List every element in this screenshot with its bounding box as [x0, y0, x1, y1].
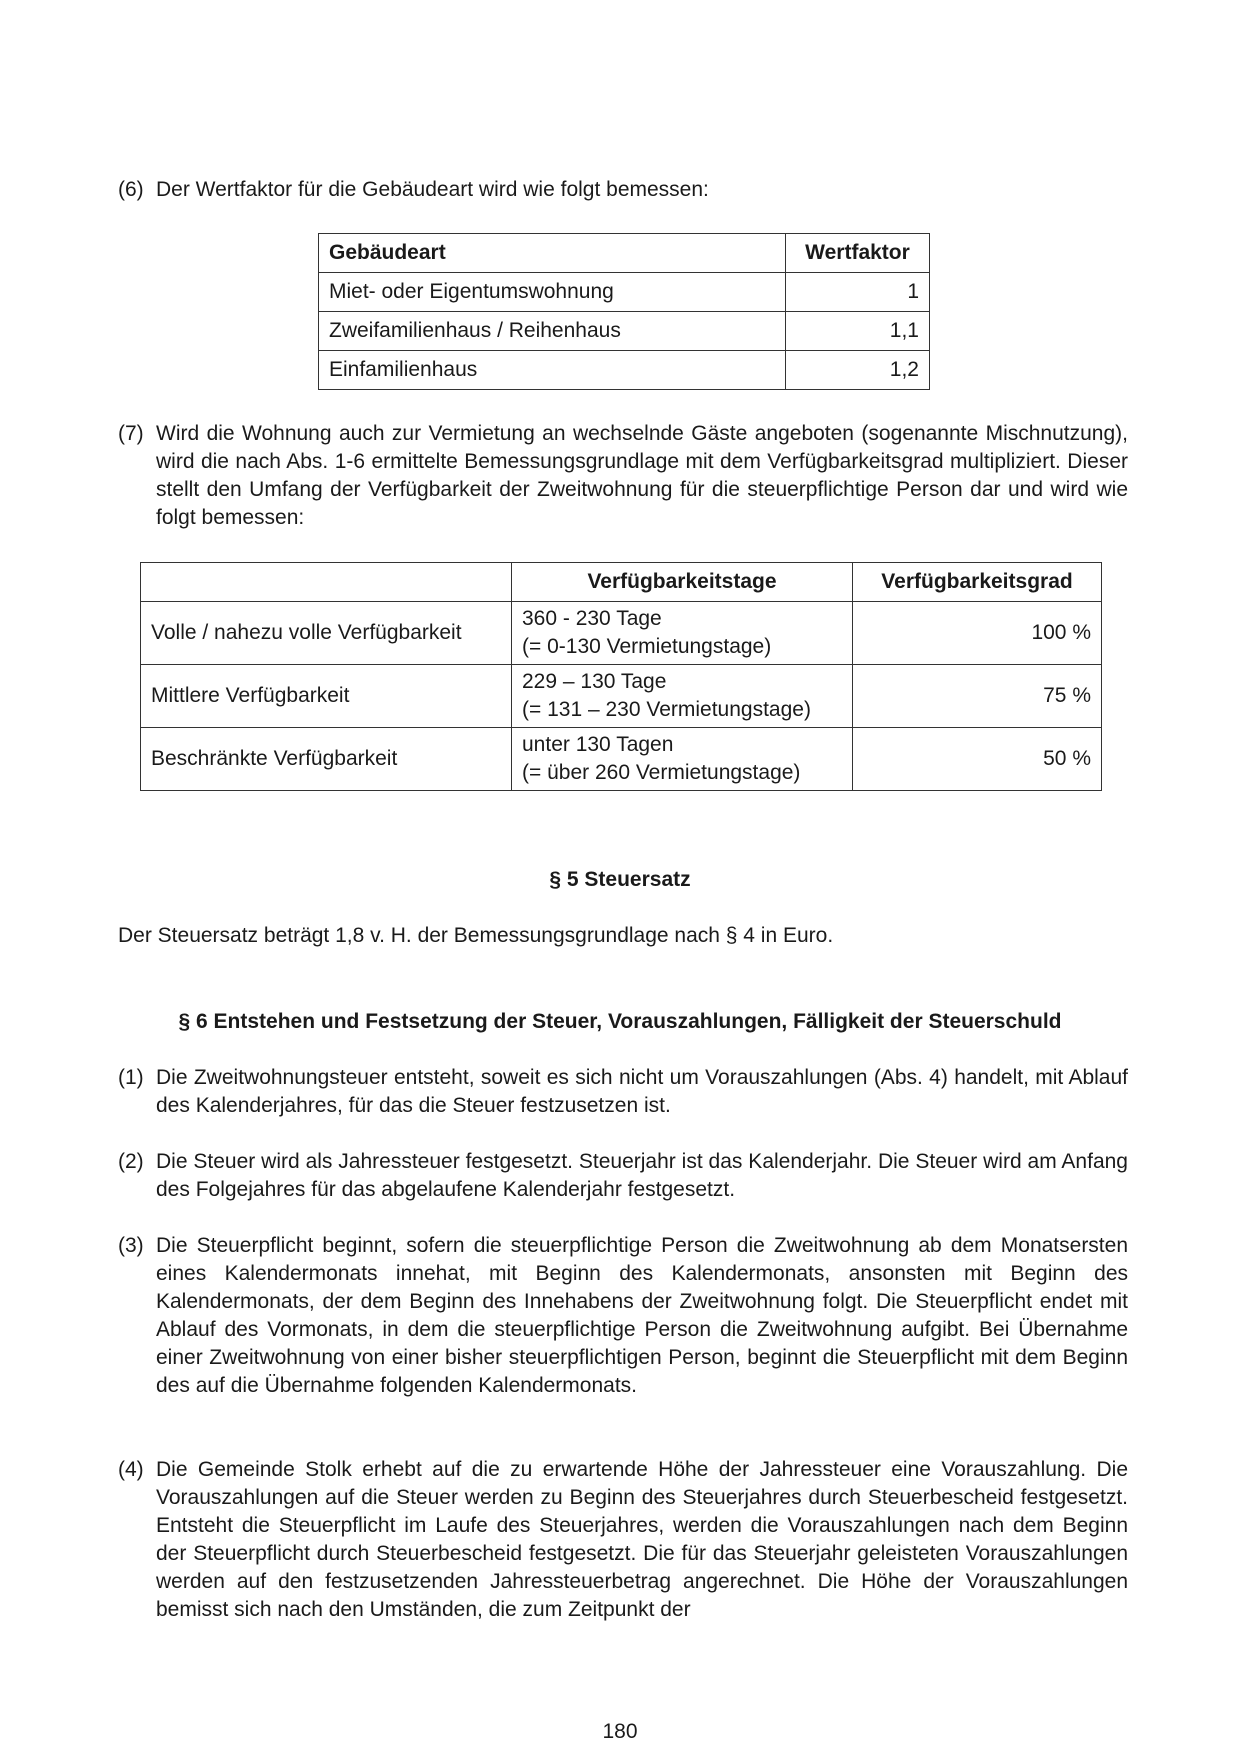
- paragraph-text: Die Steuer wird als Jahressteuer festgesetzt. Steuerjahr ist das Kalenderjahr. Die Steuer wird am Anfang des Folgejahres für das abgelaufene Kalenderjahr festgesetzt.: [156, 1150, 1128, 1201]
- section-6-heading: § 6 Entstehen und Festsetzung der Steuer, Vorauszahlungen, Fälligkeit der Steuerschuld: [178, 1010, 1062, 1033]
- building-type-cell: Miet- oder Eigentumswohnung: [319, 273, 786, 312]
- availability-grade-cell: 100 %: [853, 602, 1102, 665]
- value-factor-cell: 1: [786, 273, 930, 312]
- rental-days: (= 131 – 230 Vermietungstage): [522, 698, 811, 721]
- table-row: [141, 728, 1102, 791]
- table-row: [141, 665, 1102, 728]
- building-type-table: [318, 233, 930, 390]
- paragraph-text: Die Steuerpflicht beginnt, sofern die steuerpflichtige Person die Zweitwohnung ab dem Monatsersten eines Kalendermonats innehat, mit Beginn des Kalendermonats, ansonsten mit Beginn des Kalendermonats, der dem Beginn des Innehabens der Zweitwohnung folgt. Die Steuerpflicht endet mit Ablauf des Vormonats, in dem die steuerpflichtige Person die Zweitwohnung aufgibt. Bei Übernahme einer Zweitwohnung von einer bisher steuerpflichtigen Person, beginnt die Steuerpflicht mit dem Beginn des auf die Übernahme folgenden Kalendermonats.: [156, 1234, 1128, 1397]
- section-6-paragraph-4: [118, 1456, 1128, 1624]
- value-factor-cell: 1,2: [786, 351, 930, 390]
- paragraph-number: (3): [118, 1234, 144, 1257]
- header-empty: [141, 563, 512, 602]
- value-factor-cell: 1,1: [786, 312, 930, 351]
- days-range: 229 – 130 Tage: [522, 670, 667, 693]
- section-6-paragraph-2: [118, 1148, 1128, 1204]
- section-6-paragraph-3: [118, 1232, 1128, 1400]
- paragraph-number: (6): [118, 178, 144, 201]
- availability-label-cell: Volle / nahezu volle Verfügbarkeit: [141, 602, 512, 665]
- header-availability-grade: Verfügbarkeitsgrad: [853, 563, 1102, 602]
- availability-days-cell: [512, 602, 853, 665]
- table-header-row: [141, 563, 1102, 602]
- paragraph-text: Die Zweitwohnungsteuer entsteht, soweit es sich nicht um Vorauszahlungen (Abs. 4) handelt, mit Ablauf des Kalenderjahres, für das die Steuer festzusetzen ist.: [156, 1066, 1128, 1117]
- paragraph-number: (2): [118, 1150, 144, 1173]
- header-availability-days: Verfügbarkeitstage: [512, 563, 853, 602]
- table-row: [319, 312, 930, 351]
- section-5-heading: § 5 Steuersatz: [549, 868, 691, 891]
- table-row: [319, 273, 930, 312]
- availability-table: [140, 562, 1102, 791]
- table-header-row: [319, 234, 930, 273]
- header-building-type: Gebäudeart: [319, 234, 786, 273]
- days-range: unter 130 Tagen: [522, 733, 674, 756]
- paragraph-text: Die Gemeinde Stolk erhebt auf die zu erwartende Höhe der Jahressteuer eine Vorauszahlung. Die Vorauszahlungen auf die Steuer werden zu Beginn des Steuerjahres durch Steuerbescheid festgesetzt. Entsteht die Steuerpflicht im Laufe des Steuerjahres, werden die Vorauszahlungen nach dem Beginn der Steuerpflicht durch Steuerbescheid festgesetzt. Die für das Steuerjahr geleisteten Vorauszahlungen werden auf den festzusetzenden Jahressteuerbetrag angerechnet. Die Höhe der Vorauszahlungen bemisst sich nach den Umständen, die zum Zeitpunkt der: [156, 1458, 1128, 1621]
- table-row: [319, 351, 930, 390]
- paragraph-text: Wird die Wohnung auch zur Vermietung an wechselnde Gäste angeboten (sogenannte Mischnutzung), wird die nach Abs. 1-6 ermittelte Bemessungsgrundlage mit dem Verfügbarkeitsgrad multipliziert. Dieser stellt den Umfang der Verfügbarkeit der Zweitwohnung für die steuerpflichtige Person dar und wird wie folgt bemessen:: [156, 422, 1128, 529]
- availability-label-cell: Mittlere Verfügbarkeit: [141, 665, 512, 728]
- availability-days-cell: [512, 665, 853, 728]
- rental-days: (= 0-130 Vermietungstage): [522, 635, 772, 658]
- paragraph-number: (1): [118, 1066, 144, 1089]
- availability-grade-cell: 75 %: [853, 665, 1102, 728]
- days-range: 360 - 230 Tage: [522, 607, 662, 630]
- availability-label-cell: Beschränkte Verfügbarkeit: [141, 728, 512, 791]
- paragraph-number: (4): [118, 1458, 144, 1481]
- building-type-cell: Zweifamilienhaus / Reihenhaus: [319, 312, 786, 351]
- table-row: [141, 602, 1102, 665]
- availability-days-cell: [512, 728, 853, 791]
- paragraph-text: Der Wertfaktor für die Gebäudeart wird wie folgt bemessen:: [156, 178, 709, 201]
- section-6-paragraph-1: [118, 1064, 1128, 1120]
- building-type-cell: Einfamilienhaus: [319, 351, 786, 390]
- availability-grade-cell: 50 %: [853, 728, 1102, 791]
- paragraph-number: (7): [118, 422, 144, 445]
- rental-days: (= über 260 Vermietungstage): [522, 761, 801, 784]
- paragraph-7: [118, 420, 1128, 532]
- paragraph-6: [118, 176, 1128, 204]
- section-5-text: Der Steuersatz beträgt 1,8 v. H. der Bemessungsgrundlage nach § 4 in Euro.: [118, 924, 834, 947]
- page-number: 180: [602, 1720, 638, 1743]
- header-value-factor: Wertfaktor: [786, 234, 930, 273]
